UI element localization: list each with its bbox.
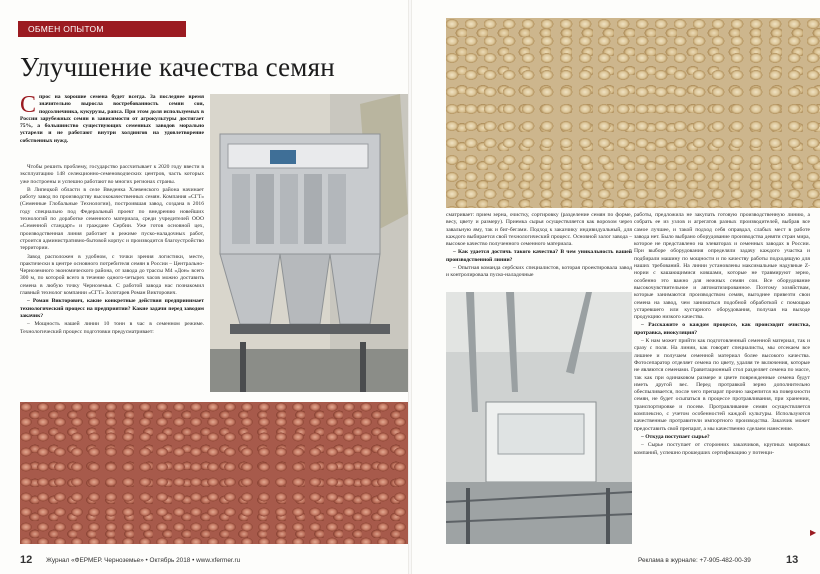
continue-arrow-icon: ▶: [810, 528, 817, 537]
right-page: [412, 0, 820, 574]
body-paragraph: В Липецкой области в селе Введенка Хлевенского района начинает работу завод по производству высококачественных семян. Компания «СГТ» (Семенные Глобальные Технологии), построившая завод, создана в 2016 году специально под Федеральный проект по внедрению новейших технологий по доработке семенного материала, среди учредителей ООО «Семенной стандарт» и граждане Сербии. Уже готов основной цех, производственная линия работает в режиме пуско-наладочных работ, строится административно-бытовой корпус и производится благоустройство территории.: [20, 186, 204, 252]
body-paragraph: сматривает: прием зерна, очистку, сортировку (разделение семян по форме, весу, цвету и размеру). Приемка сырья осуществляется как ворохом через завальную яму, так и биг-бегами. Подход к заказчику индивидуальный, для каждого выбирается свой технологический процесс. Основной залог завода – высокое качество полученного семенного материала.: [446, 212, 632, 248]
interview-answer: – Мощность нашей линии 10 тонн в час в семенном режиме. Технологический процесс подготовки предусматривает:: [20, 321, 204, 335]
beans-photo: [20, 402, 408, 544]
interview-question: – Расскажите о каждом процессе, как происходит очистка, протравка, инокуляция?: [634, 322, 810, 336]
soybean-seeds-photo: [446, 18, 820, 208]
interview-question: – Роман Викторович, какие конкретные действия предпринимает технологический процесс на предприятии? Какие задачи перед заводом закачик?: [20, 298, 204, 319]
body-paragraph: Чтобы решить проблему, государство рассчитывает к 2020 году ввести в эксплуатацию 148 селекционно-семеноводческих центров, часть которых уже построены и успешно работают во многих регионах страны.: [20, 164, 204, 185]
interview-question: – Как удается достичь такого качества? В чем уникальность вашей производственной линии?: [446, 249, 632, 263]
page-number: 12: [20, 554, 33, 566]
footer-text: Реклама в журнале: +7-905-482-00-39: [638, 557, 751, 564]
left-page: [0, 0, 408, 574]
plant-equipment-photo: [446, 292, 632, 544]
interview-question: – Откуда поступает сырье?: [641, 433, 710, 440]
sorting-machine-photo: [210, 94, 408, 392]
left-footer: [0, 546, 408, 574]
plant-equipment-illustration: [446, 292, 632, 544]
interview-answer: – Сырье поступает от сторонних заказчиков, крупных мировых компаний, успешно прошедших сертификацию у потенци-: [634, 442, 810, 456]
article-title: Улучшение качества семян: [20, 52, 335, 82]
right-column: [634, 212, 810, 554]
lead-text: прос на хорошие семена будет всегда. За последнее время значительно выросла востребованность семян сои, подсолнечника, кукурузы, рапса. При этом доля используемых в России зарубежных семян в зависимости от агрокультуры достигает 75%, а большинство существующих семенных заводов морально устарели и не работают внутри холдингов на удовлетворение собственных нужд.: [20, 94, 204, 144]
page-number: 13: [786, 554, 799, 566]
sorting-machine-illustration: [210, 94, 408, 392]
body-paragraph: Завод расположен в удобном, с точки зрения логистики, месте, практически в центре основного потребителя семян в России – Центрально-Черноземного экономического района, от завода до трассы М4 «Дон» всего 300 м, по которой всего в течение одного-четырех часов можно доставить семена в любую точку Черноземья. С работой завода нас познакомил главный технолог компании «СГТ» Золотарев Роман Викторович.: [20, 253, 204, 297]
footer-text: Журнал «ФЕРМЕР. Черноземье» • Октябрь 2018 • www.xfermer.ru: [46, 557, 241, 564]
right-footer: [412, 546, 820, 574]
section-rubric: ОБМЕН ОПЫТОМ: [18, 21, 186, 37]
lead-paragraph: [20, 94, 204, 146]
dropcap-letter: С: [20, 92, 37, 118]
interview-answer: – К нам может прийти как подготовленный семенной материал, так и сразу с поля. На линии, как говорят специалисты, мы отсекаем все лишнее и получаем семенной материал более высокого качества. Фотосепаратор отделяет семена по цвету, удаляя те включения, которые не являются семенами. Гравитационный стол разделяет семена по массе, так как при одинаковом размере и цвете поврежденные семена будут иметь другой вес. Перед протравкой зерно дополнительно обеспыливается, после чего препарат прочно закрепится на поверхности семян, не будет осыпаться в процессе протравливания, при хранении, транспортировке и посеве. Протравливание семян осуществляется комплексно, с учетом особенностей каждой культуры. Используются качественные протравители импортного производства. Заказчик может предоставить свой препарат, а мы качественно сделаем нанесение.: [634, 338, 810, 432]
left-article-column-2: [446, 212, 632, 281]
interview-answer: – Опытная команда сербских специалистов, которая проектировала завод и контролировала пуско-наладочные: [446, 265, 632, 279]
left-column-1: [20, 164, 204, 398]
body-paragraph: работы, предложила не закупать готовую производственную линию, а собрать ее из узлов и агрегатов разных производителей, выбрав все самое лучшее, и такой подход себя оправдал, слабых мест в работе завода нет. Было выбрано оборудование производства девяти стран мира, которое не представлено на элеваторах и семенных заводах в России. При выборе оборудования определяли задачу каждого участка и подбирали машину по мощности и по качеству работы подходящую для наших требований. На линии установлены максимальные надувные Z-нории с кашающимися ковшами, которые не травмируют зерно, особенно это важно для нежных семян сои. Все оборудование высокочувствительное и автоматизированное. Поэтому хозяйствам, которые занимаются производством семян, выгоднее привезти свои семена на завод, чем заниматься подобной обработкой с помощью устаревшего или кустарного оборудования, получая на выходе продукцию низкого качества.: [634, 212, 810, 321]
